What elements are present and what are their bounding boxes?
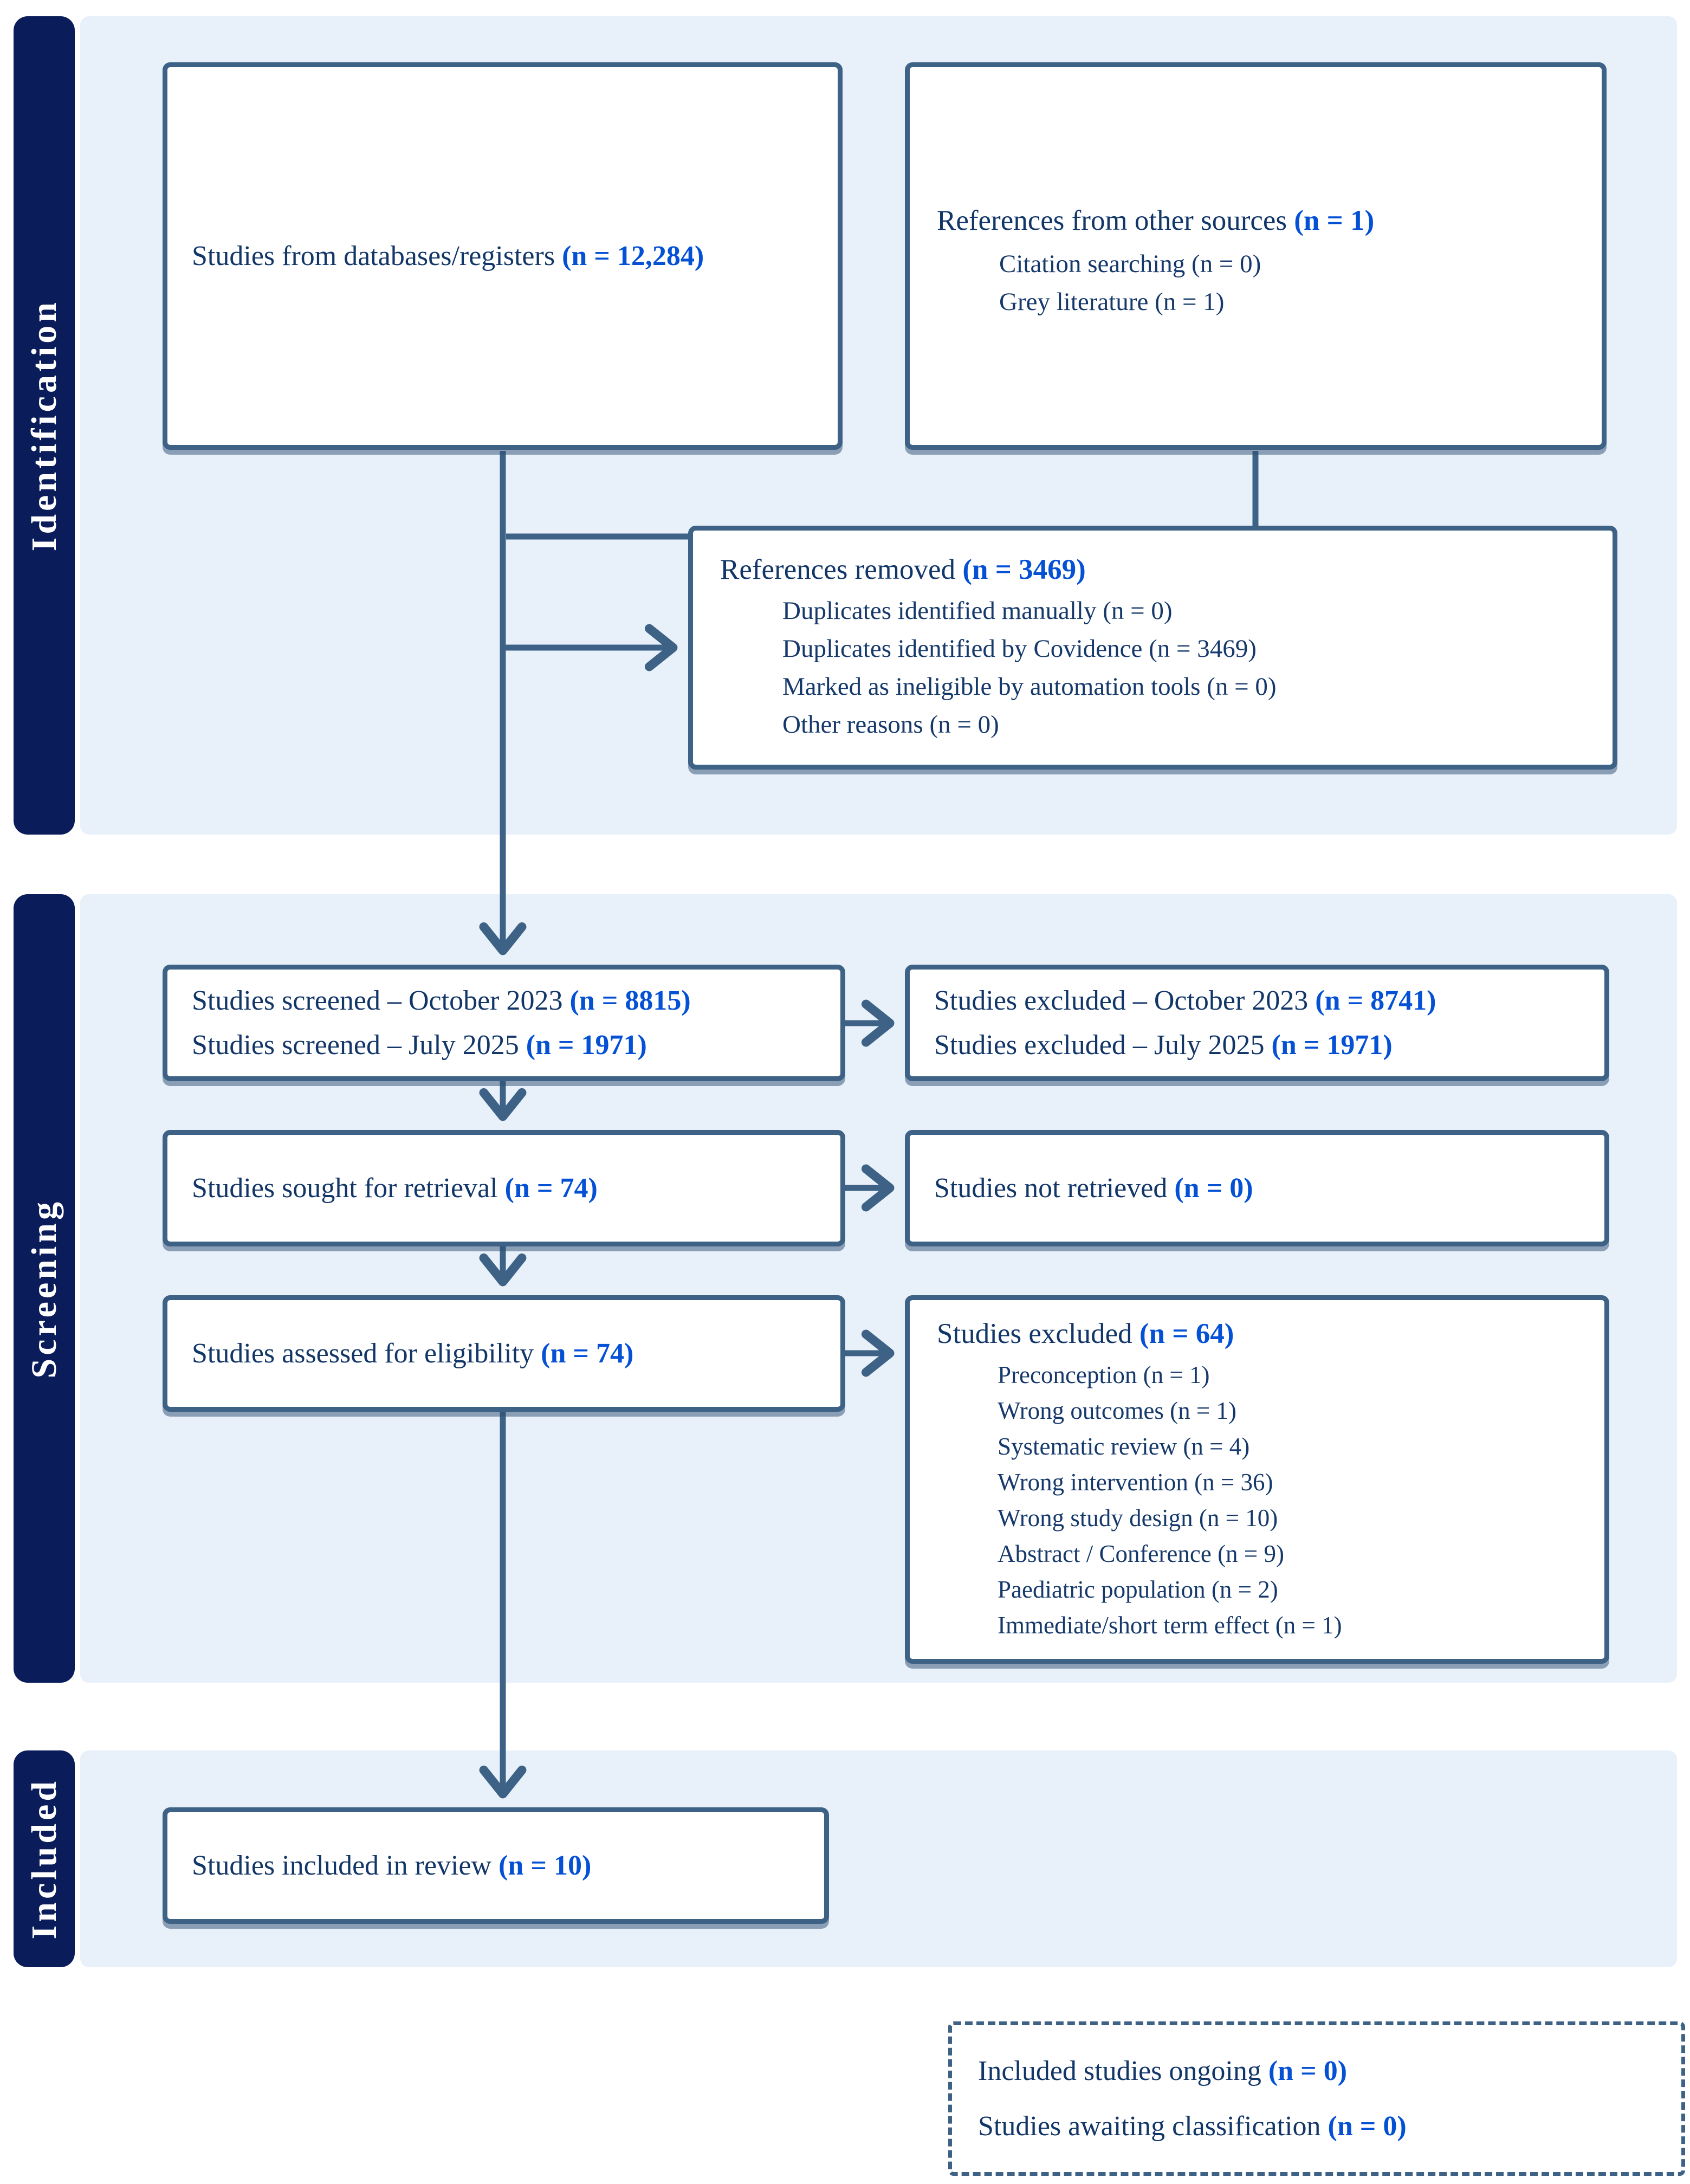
databases-text — [192, 237, 827, 276]
box-databases — [163, 62, 843, 450]
assessed-text — [192, 1334, 830, 1373]
references-removed-count: (n = 3469) — [962, 554, 1086, 585]
exclusion-reason: Wrong outcomes (n = 1) — [998, 1397, 1236, 1424]
box-references-removed — [688, 526, 1617, 770]
references-removed-item: Duplicates identified by Covidence (n = 3469) — [782, 635, 1257, 663]
exclusion-reason: Immediate/short term effect (n = 1) — [998, 1612, 1342, 1639]
sought-text — [192, 1169, 830, 1208]
box-ongoing-awaiting — [948, 2021, 1685, 2176]
sidebar-identification — [14, 16, 75, 835]
screened-count: (n = 1971) — [526, 1029, 647, 1061]
ongoing-line — [978, 2052, 1681, 2091]
exclusion-reason: Abstract / Conference (n = 9) — [998, 1540, 1284, 1567]
exclusion-reason: Wrong intervention (n = 36) — [998, 1469, 1273, 1496]
screened-label: Studies screened – July 2025 — [192, 1029, 526, 1061]
box-sought — [163, 1130, 845, 1246]
box-not-retrieved — [905, 1130, 1609, 1246]
assessed-count: (n = 74) — [541, 1337, 634, 1369]
not-retrieved-label: Studies not retrieved — [934, 1172, 1175, 1204]
included-review-count: (n = 10) — [498, 1850, 592, 1881]
box-included-review — [163, 1807, 829, 1924]
references-removed-item: Marked as ineligible by automation tools (n = 0) — [782, 673, 1277, 701]
references-removed-label: References removed — [720, 554, 963, 585]
not-retrieved-text — [934, 1169, 1594, 1208]
screened-label: Studies screened – October 2023 — [192, 985, 570, 1016]
screened-line — [192, 981, 830, 1020]
awaiting-label: Studies awaiting classification — [978, 2110, 1328, 2142]
screening-label: Screening — [24, 1198, 64, 1379]
excluded-screening-count: (n = 8741) — [1315, 985, 1436, 1016]
exclusion-reason: Paediatric population (n = 2) — [998, 1576, 1278, 1603]
box-screened — [163, 965, 845, 1081]
exclusion-reason: Preconception (n = 1) — [998, 1361, 1210, 1388]
databases-label: Studies from databases/registers — [192, 240, 562, 272]
databases-count: (n = 12,284) — [562, 240, 704, 272]
ongoing-count: (n = 0) — [1268, 2055, 1348, 2086]
sought-label: Studies sought for retrieval — [192, 1172, 505, 1204]
box-other-sources — [905, 62, 1607, 450]
screened-count: (n = 8815) — [569, 985, 691, 1016]
excluded-screening-count: (n = 1971) — [1271, 1029, 1393, 1061]
references-removed-item: Other reasons (n = 0) — [782, 710, 999, 739]
awaiting-count: (n = 0) — [1328, 2110, 1407, 2142]
ongoing-label: Included studies ongoing — [978, 2055, 1268, 2086]
excluded-screening-line — [934, 981, 1594, 1020]
references-removed-title — [720, 552, 1613, 587]
box-excluded-screening — [905, 965, 1609, 1081]
exclusion-reason: Wrong study design (n = 10) — [998, 1504, 1278, 1532]
sidebar-included — [14, 1750, 75, 1967]
included-label: Included — [24, 1778, 64, 1940]
excluded-eligibility-count: (n = 64) — [1139, 1318, 1234, 1349]
screened-line — [192, 1026, 830, 1065]
other-sources-title — [937, 203, 1591, 238]
identification-label: Identification — [24, 299, 64, 552]
references-removed-item: Duplicates identified manually (n = 0) — [782, 597, 1173, 625]
awaiting-line — [978, 2107, 1681, 2146]
other-sources-label: References from other sources — [937, 205, 1294, 236]
box-assessed — [163, 1295, 845, 1412]
included-review-label: Studies included in review — [192, 1850, 499, 1881]
excluded-screening-line — [934, 1026, 1594, 1065]
assessed-label: Studies assessed for eligibility — [192, 1337, 541, 1369]
other-sources-item: Grey literature (n = 1) — [999, 288, 1225, 316]
other-sources-item: Citation searching (n = 0) — [999, 250, 1261, 278]
excluded-screening-label: Studies excluded – July 2025 — [934, 1029, 1272, 1061]
excluded-eligibility-title — [937, 1316, 1604, 1352]
not-retrieved-count: (n = 0) — [1174, 1172, 1253, 1204]
sought-count: (n = 74) — [504, 1172, 598, 1204]
box-excluded-eligibility — [905, 1295, 1609, 1664]
other-sources-count: (n = 1) — [1294, 205, 1375, 236]
excluded-screening-label: Studies excluded – October 2023 — [934, 985, 1316, 1016]
sidebar-screening — [14, 894, 75, 1683]
included-review-text — [192, 1846, 813, 1885]
exclusion-reason: Systematic review (n = 4) — [998, 1433, 1250, 1460]
excluded-eligibility-label: Studies excluded — [937, 1318, 1139, 1349]
